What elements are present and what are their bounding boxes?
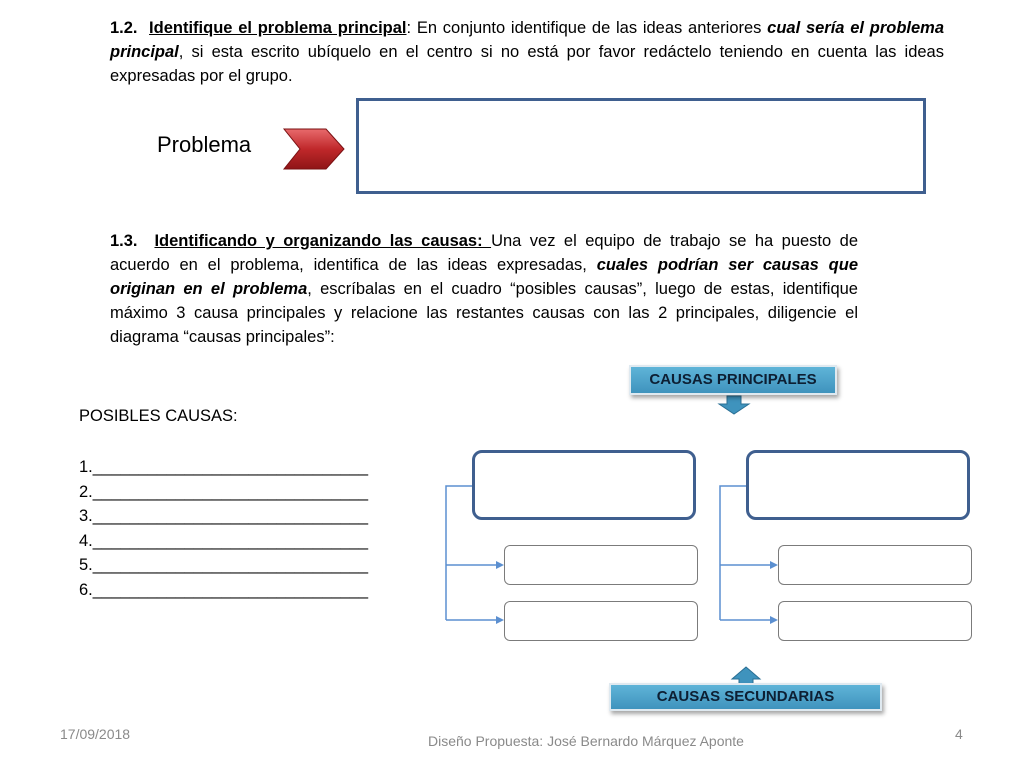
section-text: : En conjunto identifique de las ideas anteriores (406, 19, 768, 37)
secondary-cause-box[interactable] (504, 601, 698, 641)
up-arrow-icon (732, 667, 760, 684)
section-text: Una vez el equipo de trabajo se ha puesto de acuerdo en el problema, identifica de las ideas expresadas, (110, 232, 858, 274)
list-item[interactable]: 2.______________________________ (79, 482, 369, 501)
footer-date: 17/09/2018 (60, 726, 131, 742)
section-1-3-paragraph (110, 229, 858, 349)
section-emphasis: cual sería el problema principal (110, 19, 945, 61)
causas-principales-label: CAUSAS PRINCIPALES (629, 365, 837, 395)
list-item[interactable]: 6.______________________________ (79, 580, 369, 599)
down-arrow-icon (719, 396, 749, 414)
section-1-2-paragraph (110, 16, 944, 88)
page-number: 4 (955, 726, 963, 742)
posibles-causas-title: POSIBLES CAUSAS: (79, 407, 238, 425)
secondary-cause-box[interactable] (778, 545, 972, 585)
list-item[interactable]: 4.______________________________ (79, 531, 369, 550)
list-item[interactable]: 1.______________________________ (79, 458, 369, 476)
list-item[interactable]: 3.______________________________ (79, 507, 369, 525)
secondary-cause-box[interactable] (504, 545, 698, 585)
section-text: , escríbalas en el cuadro “posibles causas”, luego de estas, identifique máximo 3 causa principales y relacione las restantes causas con las 2 principales, diligencie el diagrama “causas principales”: (110, 280, 858, 346)
section-number: 1.3. (110, 232, 138, 250)
section-number: 1.2. (110, 19, 138, 37)
main-cause-box-2[interactable] (746, 450, 970, 520)
main-cause-box-1[interactable] (472, 450, 696, 520)
problem-label: Problema (157, 132, 252, 157)
secondary-cause-box[interactable] (778, 601, 972, 641)
list-item[interactable]: 5.______________________________ (79, 556, 369, 574)
posibles-causas-list (79, 455, 368, 602)
section-text: , si esta escrito ubíquelo en el centro si no está por favor redáctelo teniendo en cuenta las ideas expresadas por el grupo. (110, 43, 944, 85)
footer-credit: Diseño Propuesta: José Bernardo Márquez Aponte (428, 733, 744, 749)
problem-input-box[interactable] (356, 98, 926, 194)
causas-secundarias-label: CAUSAS SECUNDARIAS (609, 683, 882, 711)
section-title: Identifique el problema principal (149, 19, 407, 37)
section-emphasis: cuales podrían ser causas que originan en el problema (110, 256, 858, 298)
section-title: Identificando y organizando las causas: (154, 232, 492, 250)
red-chevron-arrow-icon (282, 127, 346, 171)
